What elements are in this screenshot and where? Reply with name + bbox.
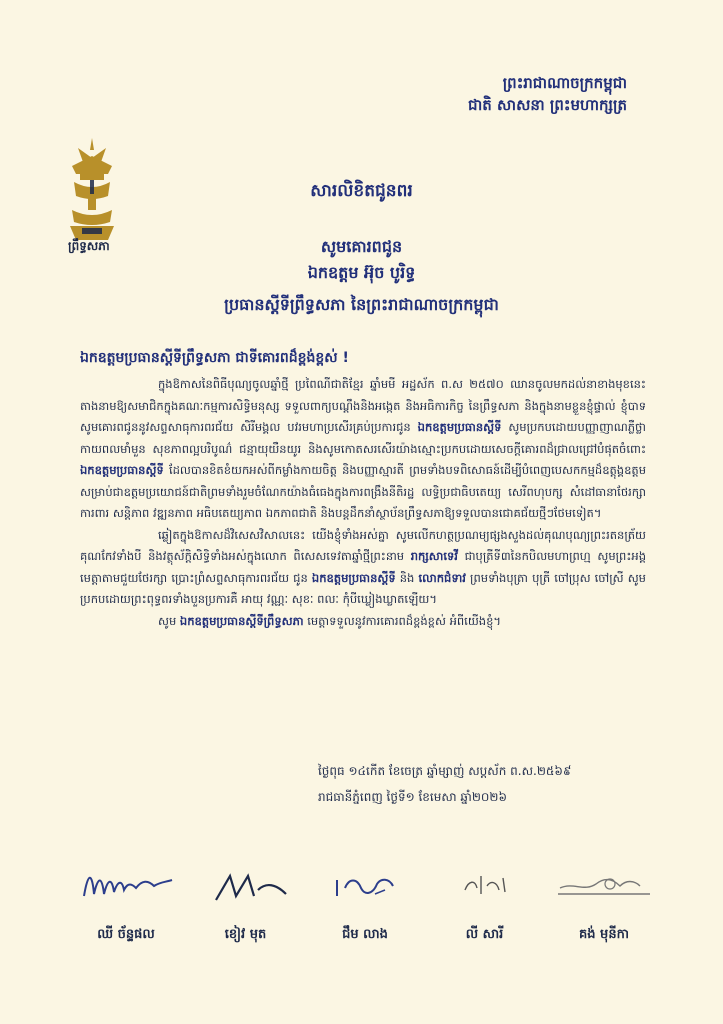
- body-bold-segment: ឯកឧត្តមប្រធានស្ដីទីព្រឹទ្ធសភា: [179, 613, 304, 628]
- lunar-date: ថ្ងៃពុធ ១៤កើត ខែចេត្រ ឆ្នាំម្សាញ់ សប្តស័ក ព.ស.២៥៦៩: [318, 764, 572, 778]
- salutation: ឯកឧត្តមប្រធានស្ដីទីព្រឹទ្ធសភា ជាទីគោរពដ៏ខ្ពង់ខ្ពស់ !: [80, 350, 349, 366]
- signatory-1: [70, 866, 182, 945]
- date-block: [318, 758, 571, 810]
- body-text-segment: សូម: [158, 613, 180, 628]
- body-text-segment: ដែលបានខិតខំយកអស់ពីកម្លាំងកាយចិត្ត និងបញ្ញាស្មារតី ព្រមទាំងបទពិសោធន៍ដើម្បីបំពេញបេសកកម្មដ៏ឧត្ដុង្គឧត្ដមសម្រាប់ជាឧត្ដមប្រយោជន៍ជាតិព្រមទាំងរួមចំណែកយ៉ាងធំធេងក្នុងការពង្រឹងនីតិរដ្ឋ លទ្ធិប្រជាធិបតេយ្យ សេរីពហុបក្ស សំដៅធានាថែរក្សាការពារ សន្តិភាព វឌ្ឍនភាព អធិបតេយ្យភាព ឯកភាពជាតិ និងបន្តដឹកនាំស្ថាប័នព្រឹទ្ធសភាឱ្យទទួលបានជោគជ័យថ្មីៗថែមទៀត។: [80, 463, 646, 520]
- motto-kingdom: ព្រះរាជាណាចក្រកម្ពុជា: [502, 74, 627, 92]
- signature-mark-3: [315, 866, 415, 906]
- body-bold-segment: ឯកឧត្តមប្រធានស្ដីទី: [417, 420, 502, 434]
- signature-mark-1: [76, 866, 176, 906]
- signature-mark-4: [435, 866, 535, 906]
- body-paragraph-2: [80, 525, 646, 611]
- body-text-segment: ព្រមទាំងបុត្រា បុត្រី ចៅប្រុស ចៅស្រី សូមប្រកបដោយព្រះពុទ្ធពរទាំងបួនប្រការគឺ អាយុ វណ្ណៈ សុខៈ ពលៈ កុំបីឃ្លៀងឃ្លាតឡើយ។: [80, 570, 646, 606]
- signatory-name: គង់ មុនីកា: [579, 927, 629, 942]
- body-paragraph-3: [80, 611, 646, 633]
- gregorian-date: រាជធានីភ្នំពេញ ថ្ងៃទី១ ខែមេសា ឆ្នាំ២០២៦: [318, 790, 507, 804]
- signatory-4: [429, 866, 541, 945]
- signatory-5: [548, 866, 660, 945]
- signatory-name: ឈី ច័ន្ទផល: [97, 927, 155, 942]
- addressee-line-1: សូមគោរពជូន: [320, 237, 403, 256]
- body-bold-segment: លោកជំទាវ: [418, 570, 466, 585]
- signatory-name: លី សារី: [465, 927, 504, 942]
- signatory-2: [190, 866, 302, 945]
- national-motto: [468, 72, 627, 116]
- addressee-line-2: ឯកឧត្តម អ៊ុច បូរិទ្ធ: [307, 263, 416, 282]
- signature-mark-2: [196, 866, 296, 906]
- signature-row: [70, 866, 660, 945]
- signatory-name: ខៀវ មុត: [224, 927, 267, 942]
- body-text-segment: ជាបុត្រីទី៣នៃកបិលមហាព្រហ្ម សូមព្រះអង្គមេត្តាតាមជួយថែរក្សា ប្រោះព្រំសព្ទសាធុការពរជ័យ ជូន: [80, 549, 646, 585]
- body-bold-segment: រាក្សសាទេវី: [410, 549, 458, 563]
- body-bold-segment: ឯកឧត្តមប្រធានស្ដីទី: [311, 570, 396, 585]
- body-paragraph-1: [80, 374, 646, 525]
- signatory-3: [309, 866, 421, 945]
- body-text-segment: មេត្តាទទួលនូវការគោរពដ៏ខ្ពង់ខ្ពស់ អំពីយើងខ្ញុំ។: [303, 613, 501, 628]
- body-text-segment: ក្នុងឱកាសនៃពិធីបុណ្យចូលឆ្នាំថ្មី ប្រពៃណីជាតិខ្មែរ ឆ្នាំមមី អដ្ឋស័ក ព.ស ២៥៧០ ឈានចូលមកដល់នាខាងមុខនេះ តាងនាមឱ្យសមាជិកក្នុងគណៈកម្មការសិទ្ធិមនុស្ស ទទួលពាក្យបណ្ដឹងនិងអង្កេត និងអធិការកិច្ច នៃព្រឹទ្ធសភា និងក្នុងនាមខ្លួនខ្ញុំផ្ទាល់ ខ្ញុំបាទសូមគោរពជូននូវសព្ទសាធុការពរជ័យ សិរីមង្គល បវរមហាប្រសើរគ្រប់ប្រការជូន: [80, 377, 646, 434]
- body-text-segment: និង: [395, 570, 419, 585]
- signature-mark-5: [554, 866, 654, 906]
- signatory-name: ជឹម លាង: [342, 927, 388, 942]
- body-text-segment: សូមប្រកបដោយបញ្ញាញាណភ្លឺថ្លា កាយពលមាំមួន សុខភាពល្អបរិបូណ៌ ជន្មាយុយឺនយូរ និងសូមកោតសរសើរយ៉ាងស្មោះប្រកបដោយសេចក្ដីគោរពដ៏ជ្រាលជ្រៅបំផុតចំពោះ: [80, 420, 647, 456]
- body-text-segment: ឆ្លៀតក្នុងឱកាសដ៏វិសេសវិសាលនេះ យើងខ្ញុំទាំងអស់គ្នា សូមលើកហត្ថប្រណម្យផ្សងសួងដល់គុណបុណ្យព្រះរតនត្រ័យ គុណកែវទាំងបី និងវត្ថុស័ក្ដិសិទ្ធិទាំងអស់ក្នុងលោក ពិសេសទេវតាឆ្នាំថ្មីព្រះនាម: [80, 527, 646, 563]
- motto-nation-religion-king: ជាតិ សាសនា ព្រះមហាក្សត្រ: [468, 96, 627, 114]
- letter-body: [80, 374, 646, 632]
- addressee-line-3: ប្រធានស្ដីទីព្រឹទ្ធសភា នៃព្រះរាជាណាចក្រកម្ពុជា: [224, 295, 499, 314]
- emblem-label: ព្រឹទ្ធសភា: [68, 239, 110, 253]
- body-bold-segment: ឯកឧត្តមប្រធានស្ដីទី: [80, 463, 164, 477]
- letter-title: សារលិខិតជូនពរ: [310, 181, 413, 201]
